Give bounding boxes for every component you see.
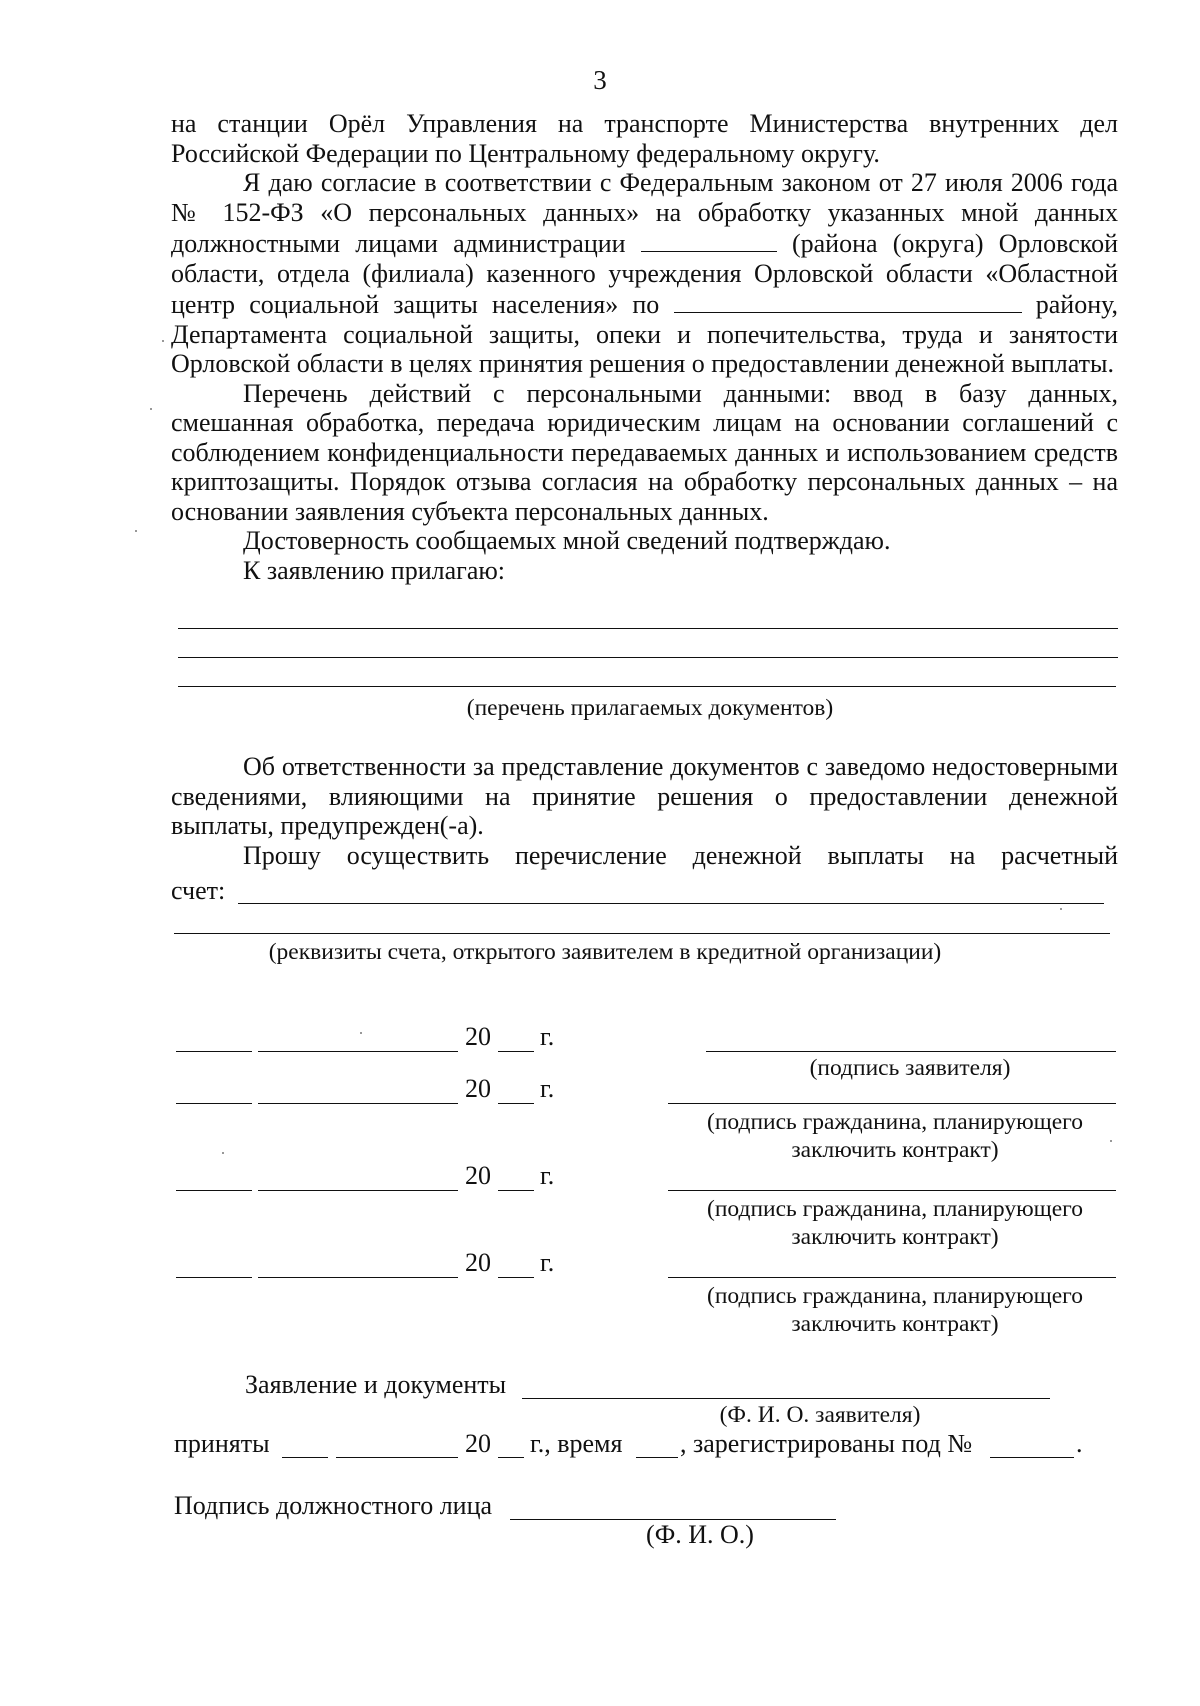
accepted-label: приняты <box>174 1429 270 1458</box>
applicant-fio-field[interactable] <box>522 1398 1050 1399</box>
date-day-field[interactable] <box>176 1051 252 1052</box>
district-field[interactable] <box>674 288 1022 313</box>
scan-speck <box>222 1152 224 1154</box>
attachment-line-2[interactable] <box>178 657 1118 658</box>
attachments-caption: (перечень прилагаемых документов) <box>466 695 834 721</box>
date-day-field[interactable] <box>176 1103 252 1104</box>
citizen-signature-line[interactable] <box>668 1190 1116 1191</box>
consent-text-block <box>171 109 1118 585</box>
date-month-field[interactable] <box>258 1277 458 1278</box>
responsibility-paragraph: Об ответственности за представление документов с заведомо недостоверными сведениями, влияющими на принятие решения о предоставлении денежной выплаты, предупрежден(-а). <box>171 752 1118 840</box>
date-day-field[interactable] <box>176 1190 252 1191</box>
scan-speck <box>162 340 164 342</box>
date-month-field[interactable] <box>258 1103 458 1104</box>
registration-number-field[interactable] <box>990 1457 1074 1458</box>
applicant-fio-caption: (Ф. И. О. заявителя) <box>719 1402 921 1428</box>
date-year-field[interactable] <box>498 1051 534 1052</box>
transfer-paragraph: Прошу осуществить перечисление денежной выплаты на расчетный <box>243 840 1118 870</box>
date-year-field[interactable] <box>498 1277 534 1278</box>
paragraph-station: на станции Орёл Управления на транспорте Министерства внутренних дел Российской Федерации по Центральному федеральному округу. <box>171 109 1118 168</box>
responsibility-block <box>171 752 1118 870</box>
signature-caption: (подпись гражданина, планирующего <box>707 1109 1083 1135</box>
applicant-signature-line[interactable] <box>706 1051 1116 1052</box>
citizen-signature-line[interactable] <box>668 1277 1116 1278</box>
paragraph-consent <box>171 168 1118 379</box>
attachment-line-1[interactable] <box>178 628 1118 629</box>
paragraph-attachments: К заявлению прилагаю: <box>243 555 506 585</box>
date-year-suffix: г. <box>540 1248 555 1277</box>
scan-speck <box>1060 908 1062 910</box>
signature-caption: (подпись заявителя) <box>809 1055 1011 1081</box>
accepted-day-field[interactable] <box>282 1457 328 1458</box>
official-fio-caption: (Ф. И. О.) <box>646 1520 754 1549</box>
attachment-line-3[interactable] <box>178 686 1116 687</box>
scan-speck <box>360 1032 362 1034</box>
district-name-field[interactable] <box>641 227 777 252</box>
date-day-field[interactable] <box>176 1277 252 1278</box>
account-caption: (реквизиты счета, открытого заявителем в кредитной организации) <box>268 939 942 965</box>
registered-label: , зарегистрированы под № <box>680 1429 973 1458</box>
signature-caption: заключить контракт) <box>791 1137 999 1163</box>
date-year-field[interactable] <box>498 1190 534 1191</box>
scan-speck <box>150 408 152 410</box>
account-field-line-1[interactable] <box>238 903 1104 904</box>
date-year-prefix: 20 <box>465 1248 491 1277</box>
official-signature-label: Подпись должностного лица <box>174 1491 493 1520</box>
date-year-suffix: г. <box>540 1022 555 1051</box>
signature-caption: (подпись гражданина, планирующего <box>707 1283 1083 1309</box>
date-year-suffix: г. <box>540 1074 555 1103</box>
accepted-year-prefix: 20 <box>465 1429 491 1458</box>
consent-text-part-3: району, Департамента социальной защиты, опеки и попечительства, труда и занятости Орловской области в целях принятия решения о предоставлении денежной выплаты. <box>171 290 1119 378</box>
date-month-field[interactable] <box>258 1190 458 1191</box>
paragraph-actions: Перечень действий с персональными данными: ввод в базу данных, смешанная обработка, передача юридическим лицам на основании соглашений с соблюдением конфиденциальности передаваемых данных и использованием средств криптозащиты. Порядок отзыва согласия на обработку персональных данных – на основании заявления субъекта персональных данных. <box>171 378 1118 526</box>
account-label: счет: <box>171 876 226 905</box>
account-field-line-2[interactable] <box>174 933 1110 934</box>
date-year-field[interactable] <box>498 1103 534 1104</box>
date-year-suffix: г. <box>540 1161 555 1190</box>
accepted-year-field[interactable] <box>498 1457 524 1458</box>
scan-speck <box>1110 1140 1112 1142</box>
paragraph-reliability: Достоверность сообщаемых мной сведений подтверждаю. <box>243 526 891 555</box>
date-year-prefix: 20 <box>465 1022 491 1051</box>
date-year-prefix: 20 <box>465 1074 491 1103</box>
registration-end-period: . <box>1076 1429 1083 1458</box>
date-year-prefix: 20 <box>465 1161 491 1190</box>
consent-text-part-2: (района (округа) Орловской области, отдела (филиала) казенного учреждения Орловской области «Областной центр социальной защиты населения» по <box>171 229 1119 319</box>
signature-caption: заключить контракт) <box>791 1311 999 1337</box>
consent-text-part-1: Я даю согласие в соответствии с Федеральным законом от 27 июля 2006 года № 152-ФЗ «О персональных данных» на обработку указанных мной данных должностными лицами администрации <box>171 168 1118 258</box>
signature-caption: заключить контракт) <box>791 1224 999 1250</box>
page-number: 3 <box>593 65 607 95</box>
date-month-field[interactable] <box>258 1051 458 1052</box>
accepted-time-label: г., время <box>530 1429 623 1458</box>
signature-caption: (подпись гражданина, планирующего <box>707 1196 1083 1222</box>
scan-speck <box>135 530 137 532</box>
citizen-signature-line[interactable] <box>668 1103 1116 1104</box>
accepted-month-field[interactable] <box>336 1457 458 1458</box>
accepted-time-field[interactable] <box>636 1457 678 1458</box>
receipt-label: Заявление и документы <box>245 1370 507 1399</box>
